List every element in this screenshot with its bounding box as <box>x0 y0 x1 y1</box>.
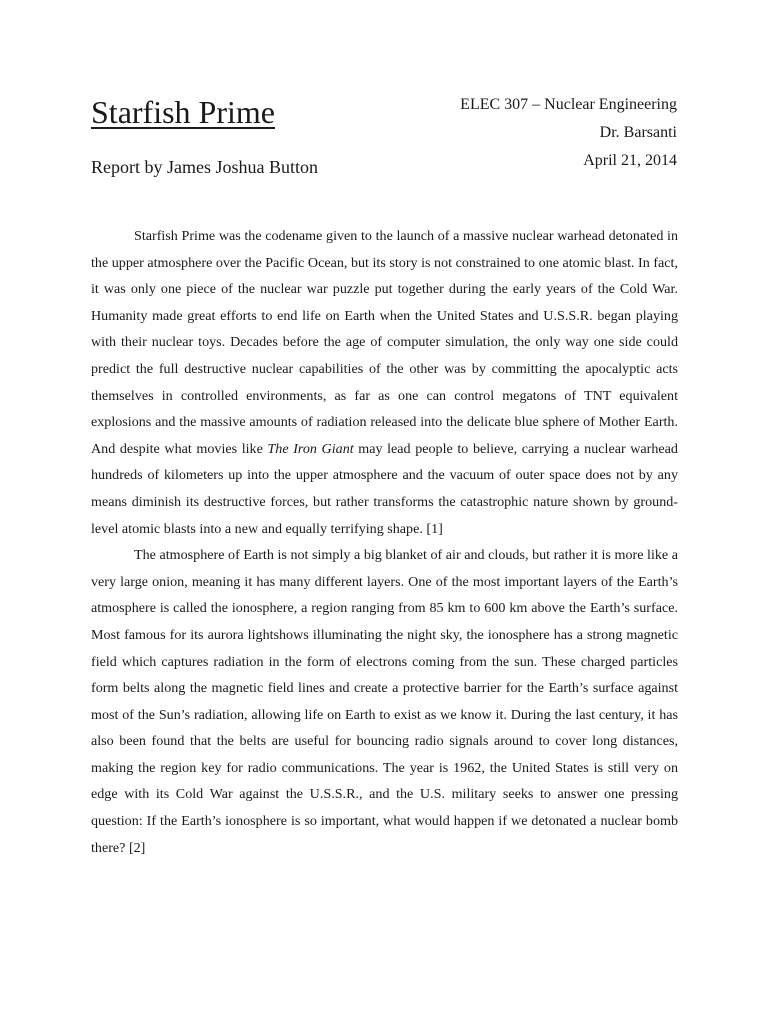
report-body <box>91 223 678 861</box>
paragraph-1 <box>91 223 678 542</box>
paragraph-2: The atmosphere of Earth is not simply a big blanket of air and clouds, but rather it is more like a very large onion, meaning it has many different layers. One of the most important layers of the Earth’s atmosphere is called the ionosphere, a region ranging from 85 km to 600 km above the Earth’s surface. Most famous for its aurora lightshows illuminating the night sky, the ionosphere has a strong magnetic field which captures radiation in the form of electrons coming from the sun. These charged particles form belts along the magnetic field lines and create a protective barrier for the Earth’s surface against most of the Sun’s radiation, allowing life on Earth to exist as we know it. During the last century, it has also been found that the belts are useful for bouncing radio signals around to cover long distances, making the region key for radio communications. The year is 1962, the United States is still very on edge with its Cold War against the U.S.S.R., and the U.S. military seeks to answer one pressing question: If the Earth’s ionosphere is so important, what would happen if we detonated a nuclear bomb there? [2] <box>91 547 678 856</box>
instructor-name: Dr. Barsanti <box>599 124 677 141</box>
course-info <box>460 91 677 175</box>
course-name: ELEC 307 – Nuclear Engineering <box>460 96 677 113</box>
paragraph-1-text-a: Starfish Prime was the codename given to the launch of a massive nuclear warhead detonated in the upper atmosphere over the Pacific Ocean, but its story is not constrained to one atomic blast. In fact, it was only one piece of the nuclear war puzzle put together during the early years of the Cold War. Humanity made great efforts to end life on Earth when the United States and U.S.S.R. began playing with their nuclear toys. Decades before the age of computer simulation, the only way one side could predict the full destructive nuclear capabilities of the other was by committing the apocalyptic acts themselves in controlled environments, as far as one can control megatons of TNT equivalent explosions and the massive amounts of radiation released into the delicate blue sphere of Mother Earth. And despite what movies like <box>91 228 678 457</box>
document-title: Starfish Prime <box>91 94 275 130</box>
paragraph-1-text-b: may lead people to believe, carrying a nuclear warhead hundreds of kilometers up into the upper atmosphere and the vacuum of outer space does not by any means diminish its destructive forces, but rather transforms the catastrophic nature shown by ground-level atomic blasts into a new and equally terrifying shape. [1] <box>91 440 678 537</box>
author-line: Report by James Joshua Button <box>91 157 318 177</box>
movie-title: The Iron Giant <box>267 440 354 457</box>
report-date: April 21, 2014 <box>583 152 677 169</box>
